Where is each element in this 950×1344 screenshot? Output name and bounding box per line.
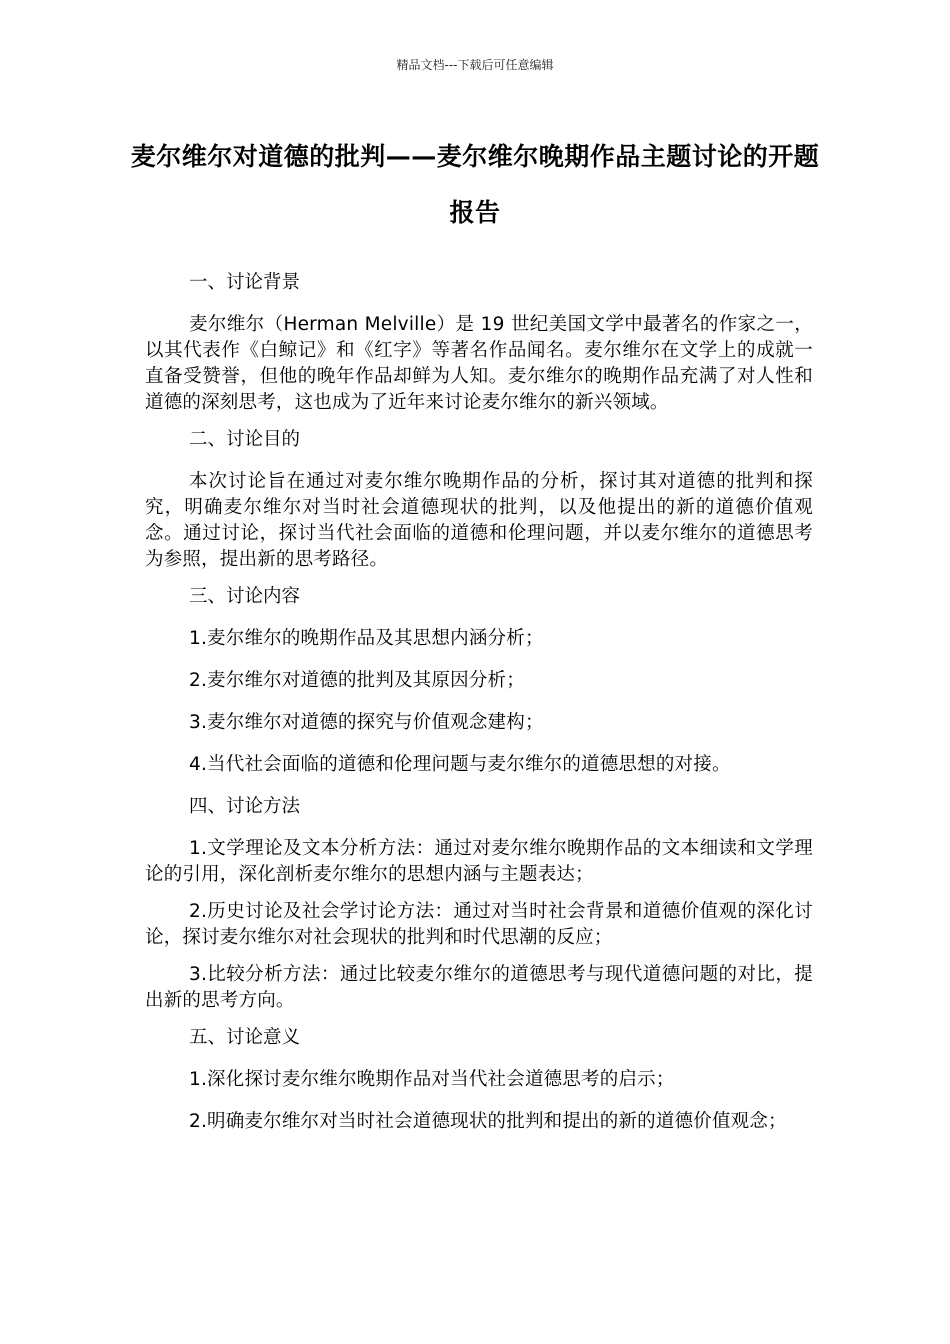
significance-item-2: 2.明确麦尔维尔对当时社会道德现状的批判和提出的新的道德价值观念； [189,1111,787,1132]
page-header-note: 精品文档---下载后可任意编辑 [396,58,554,72]
method-item-1: 1.文学理论及文本分析方法：通过对麦尔维尔晚期作品的文本细读和文学理论的引用，深化剖析麦尔维尔的思想内涵与主题表达； [145,838,813,885]
section-heading-background: 一、讨论背景 [189,272,301,293]
content-item-3: 3.麦尔维尔对道德的探究与价值观念建构； [189,712,544,733]
section-heading-content: 三、讨论内容 [189,586,301,607]
content-item-1: 1.麦尔维尔的晚期作品及其思想内涵分析； [189,628,544,649]
method-item-2: 2.历史讨论及社会学讨论方法：通过对当时社会背景和道德价值观的深化讨论，探讨麦尔维尔对社会现状的批判和时代思潮的反应； [145,901,813,948]
significance-item-1: 1.深化探讨麦尔维尔晚期作品对当代社会道德思考的启示； [189,1069,675,1090]
section-heading-method: 四、讨论方法 [189,796,301,817]
method-item-3: 3.比较分析方法：通过比较麦尔维尔的道德思考与现代道德问题的对比，提出新的思考方向。 [145,964,813,1011]
document-title: 麦尔维尔对道德的批判——麦尔维尔晚期作品主题讨论的开题报告 [130,142,820,227]
purpose-paragraph: 本次讨论旨在通过对麦尔维尔晚期作品的分析，探讨其对道德的批判和探究，明确麦尔维尔对当时社会道德现状的批判，以及他提出的新的道德价值观念。通过讨论，探讨当代社会面临的道德和伦理问题，并以麦尔维尔的道德思考为参照，提出新的思考路径。 [145,471,813,570]
content-item-2: 2.麦尔维尔对道德的批判及其原因分析； [189,670,525,691]
section-heading-purpose: 二、讨论目的 [189,429,301,450]
background-paragraph: 麦尔维尔（Herman Melville）是 19 世纪美国文学中最著名的作家之一，以其代表作《白鲸记》和《红字》等著名作品闻名。麦尔维尔在文学上的成就一直备受赞誉，但他的晚年作品却鲜为人知。麦尔维尔的晚期作品充满了对人性和道德的深刻思考，这也成为了近年来讨论麦尔维尔的新兴领域。 [145,314,813,413]
section-heading-significance: 五、讨论意义 [189,1027,301,1048]
content-item-4: 4.当代社会面临的道德和伦理问题与麦尔维尔的道德思想的对接。 [189,754,731,775]
document-body [145,270,813,1146]
